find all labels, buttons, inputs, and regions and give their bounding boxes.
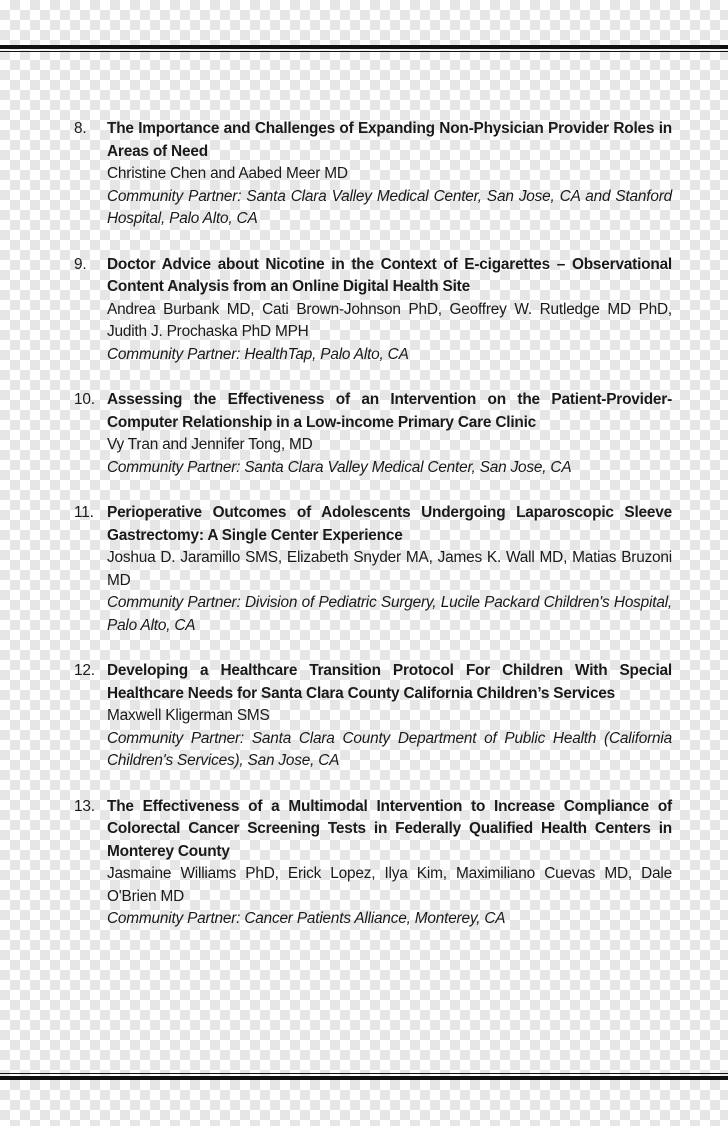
entry-community-partner: Community Partner: Cancer Patients Alliance, Monterey, CA — [107, 910, 506, 927]
abstract-entry — [74, 660, 672, 773]
footer-rule-thick — [0, 1076, 728, 1080]
entry-community-partner: Community Partner: HealthTap, Palo Alto, CA — [107, 345, 409, 363]
entry-community-partner: Community Partner: Division of Pediatric Surgery, Lucile Packard Children's Hospital, Palo Alto, CA — [107, 594, 672, 634]
entry-community-partner: Community Partner: Santa Clara Valley Medical Center, San Jose, CA — [107, 458, 572, 476]
entry-number: 8. — [74, 120, 87, 137]
abstract-entry — [74, 796, 672, 931]
entry-title: The Importance and Challenges of Expanding Non-Physician Provider Roles in Areas of Need — [107, 120, 672, 160]
entry-authors: Joshua D. Jaramillo SMS, Elizabeth Snyder MA, James K. Wall MD, Matias Bruzoni MD — [107, 549, 672, 589]
entry-title: Assessing the Effectiveness of an Intervention on the Patient-Provider-Computer Relationship in a Low-income Primary Care Clinic — [107, 391, 672, 431]
abstract-list — [74, 118, 672, 954]
footer-rule-thin — [0, 1073, 728, 1074]
entry-authors: Maxwell Kligerman SMS — [107, 707, 270, 724]
entry-number: 9. — [74, 255, 87, 273]
header-rule-thin — [0, 51, 728, 52]
entry-number: 12. — [74, 662, 95, 679]
entry-title: Perioperative Outcomes of Adolescents Undergoing Laparoscopic Sleeve Gastrectomy: A Single Center Experience — [107, 504, 672, 544]
entry-title: Doctor Advice about Nicotine in the Context of E-cigarettes – Observational Content Analysis from an Online Digital Health Site — [107, 255, 672, 295]
abstract-entry — [74, 118, 672, 231]
entry-community-partner: Community Partner: Santa Clara Valley Medical Center, San Jose, CA and Stanford Hospital, Palo Alto, CA — [107, 187, 672, 227]
entry-number: 10. — [74, 391, 95, 408]
entry-number: 11. — [74, 504, 94, 521]
header-rule — [0, 45, 728, 52]
entry-community-partner: Community Partner: Santa Clara County Department of Public Health (California Children's Services), San Jose, CA — [107, 729, 672, 769]
entry-authors: Christine Chen and Aabed Meer MD — [107, 165, 348, 182]
entry-number: 13. — [74, 797, 95, 815]
entry-title: Developing a Healthcare Transition Protocol For Children With Special Healthcare Needs for Santa Clara County California Children’s Services — [107, 662, 672, 702]
entry-authors: Jasmaine Williams PhD, Erick Lopez, Ilya Kim, Maximiliano Cuevas MD, Dale O'Brien MD — [107, 865, 672, 905]
abstract-entry — [74, 254, 672, 367]
abstract-entry — [74, 389, 672, 479]
footer-rule — [0, 1073, 728, 1080]
entry-authors: Vy Tran and Jennifer Tong, MD — [107, 436, 313, 453]
abstract-entry — [74, 502, 672, 637]
entry-title: The Effectiveness of a Multimodal Intervention to Increase Compliance of Colorectal Cancer Screening Tests in Federally Qualified Health Centers in Monterey County — [107, 797, 672, 860]
header-rule-thick — [0, 45, 728, 49]
entry-authors: Andrea Burbank MD, Cati Brown-Johnson PhD, Geoffrey W. Rutledge MD PhD, Judith J. Prochaska PhD MPH — [107, 300, 672, 340]
